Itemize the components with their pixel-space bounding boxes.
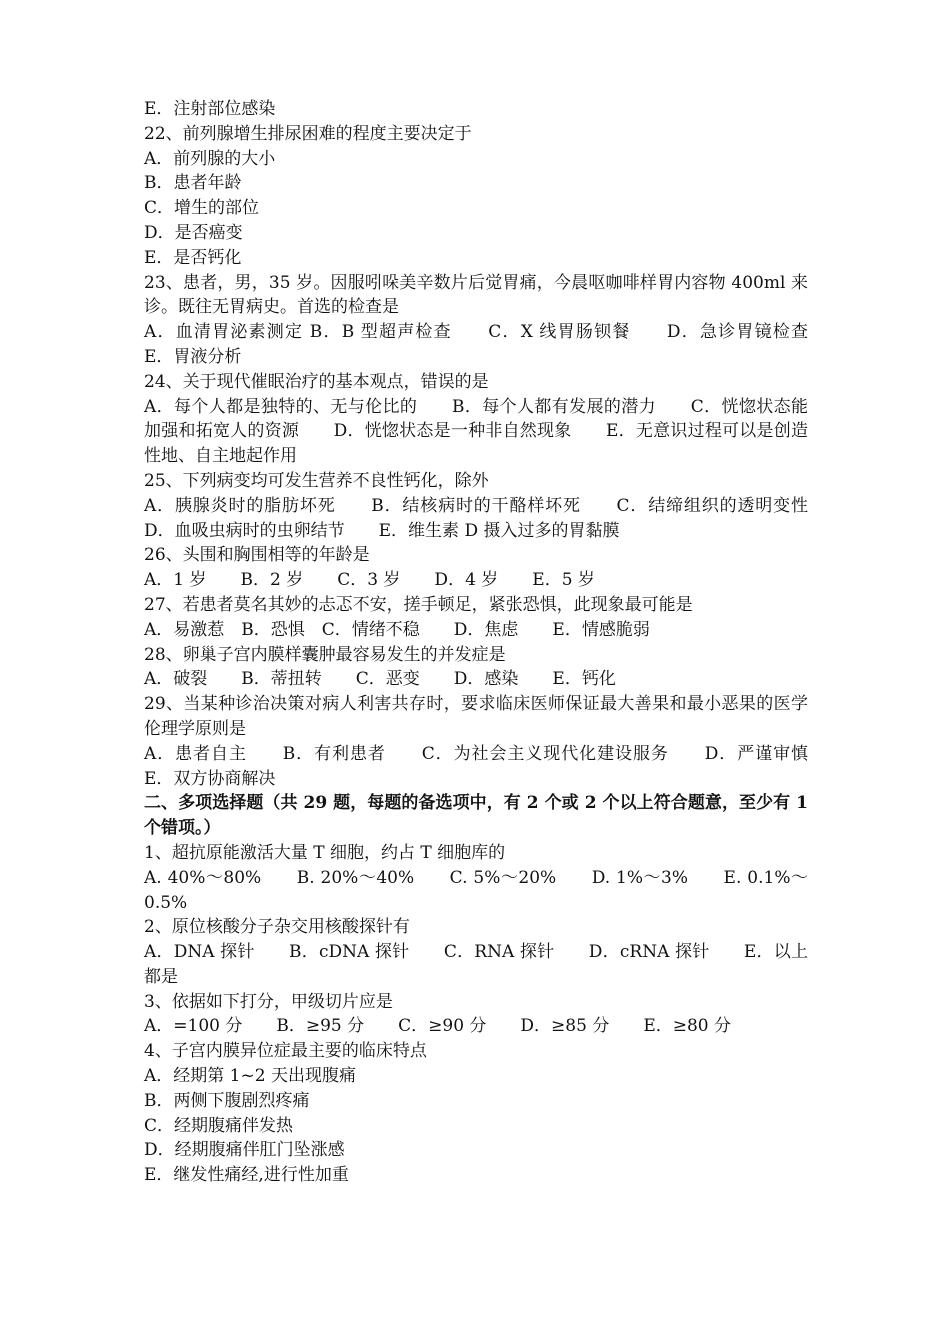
question-line: 3、依据如下打分，甲级切片应是	[144, 991, 393, 1012]
option-line: B．两侧下腹剧烈疼痛	[144, 1090, 310, 1111]
option-line: D．经期腹痛伴肛门坠涨感	[144, 1140, 345, 1161]
option-line: A．前列腺的大小	[144, 148, 276, 169]
option-line: A．=100 分 B．≥95 分 C．≥90 分 D．≥85 分 E．≥80 分	[144, 1016, 732, 1037]
question-line: 1、超抗原能激活大量 T 细胞，约占 T 细胞库的	[144, 842, 506, 863]
option-line: E．注射部位感染	[144, 99, 276, 119]
question-line: 25、下列病变均可发生营养不良性钙化，除外	[144, 470, 489, 491]
option-line: E．继发性痛经,进行性加重	[144, 1165, 349, 1186]
option-line: D．是否癌变	[144, 222, 243, 243]
question-line: 22、前列腺增生排尿困难的程度主要决定于	[144, 123, 472, 144]
document-page	[144, 97, 842, 1188]
option-line: E．是否钙化	[144, 247, 242, 268]
question-line: 2、原位核酸分子杂交用核酸探针有	[144, 917, 410, 938]
option-line: A．每个人都是独特的、无与伦比的 B．每个人都有发展的潜力 C．恍惚状态能加强和拓宽人的资源 D．恍惚状态是一种非自然现象 E．无意识过程可以是创造性地、自主地起作用	[144, 396, 808, 467]
option-line: C．经期腹痛伴发热	[144, 1115, 294, 1136]
question-line: 4、子宫内膜异位症最主要的临床特点	[144, 1041, 427, 1062]
question-line: 27、若患者莫名其妙的忐忑不安，搓手顿足，紧张恐惧，此现象最可能是	[144, 594, 693, 615]
question-line: 26、头围和胸围相等的年龄是	[144, 545, 370, 566]
option-line: A．血清胃泌素测定 B．B 型超声检查 C．X 线胃肠钡餐 D．急诊胃镜检查 E．胃液分析	[144, 322, 842, 367]
question-line: 24、关于现代催眠治疗的基本观点，错误的是	[144, 371, 489, 392]
option-line: A．胰腺炎时的脂肪坏死 B．结核病时的干酪样坏死 C．结缔组织的透明变性 D．血吸虫病时的虫卵结节 E．维生素 D 摄入过多的胃黏膜	[144, 495, 842, 541]
option-line: A. 40%～80% B. 20%～40% C. 5%～20% D. 1%～3% E. 0.1%～0.5%	[144, 867, 808, 913]
question-line: 29、当某种诊治决策对病人利害共存时，要求临床医师保证最大善果和最小恶果的医学伦理学原则是	[144, 694, 808, 739]
option-line: A．经期第 1~2 天出现腹痛	[144, 1066, 356, 1087]
section-heading: 二、多项选择题（共 29 题，每题的备选项中，有 2 个或 2 个以上符合题意，至少有 1 个错项。）	[144, 793, 808, 839]
option-line: A．1 岁 B．2 岁 C．3 岁 D．4 岁 E．5 岁	[144, 570, 595, 591]
option-line: A．易激惹 B．恐惧 C．情绪不稳 D．焦虑 E．情感脆弱	[144, 619, 650, 640]
question-line: 23、患者，男，35 岁。因服吲哚美辛数片后觉胃痛，今晨呕咖啡样胃内容物 400ml 来诊。既往无胃病史。首选的检查是	[144, 272, 808, 318]
option-line: C．增生的部位	[144, 198, 260, 219]
option-line: A．DNA 探针 B．cDNA 探针 C．RNA 探针 D．cRNA 探针 E．以上都是	[144, 942, 808, 987]
question-line: 28、卵巢子宫内膜样囊肿最容易发生的并发症是	[144, 644, 506, 665]
option-line: A．破裂 B．蒂扭转 C．恶变 D．感染 E．钙化	[144, 669, 616, 690]
option-line: B．患者年龄	[144, 173, 242, 194]
option-line: A．患者自主 B．有利患者 C．为社会主义现代化建设服务 D．严谨审慎 E．双方协商解决	[144, 743, 842, 789]
